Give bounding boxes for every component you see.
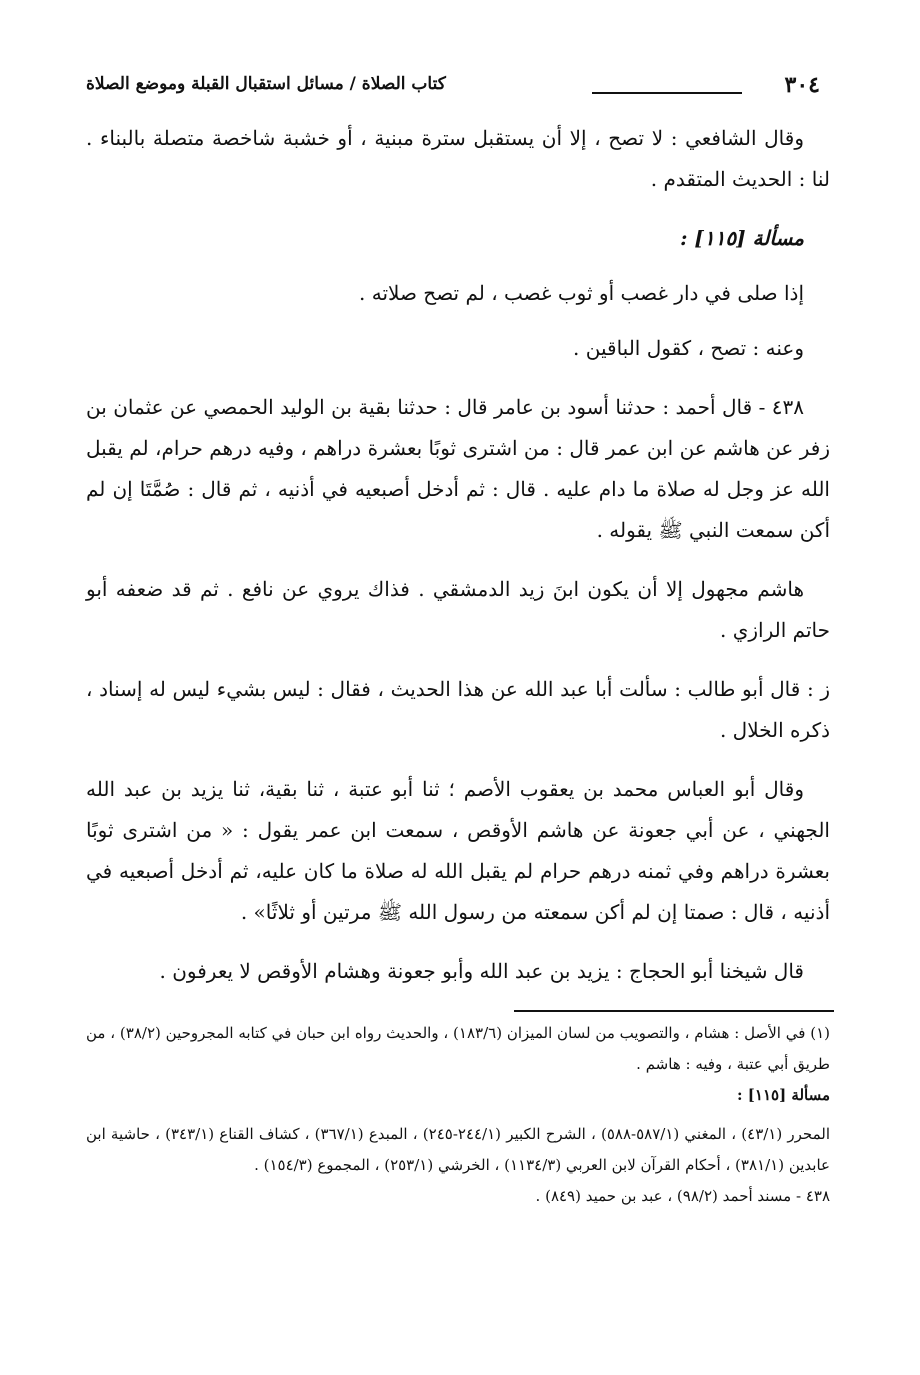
footnote-separator — [514, 1010, 834, 1012]
paragraph-hashim: هاشم مجهول إلا أن يكون ابنَ زيد الدمشقي . فذاك يروي عن نافع . ثم قد ضعفه أبو حاتم الرازي . — [86, 577, 830, 642]
paragraph-shafii: وقال الشافعي : لا تصح ، إلا أن يستقبل سترة مبنية ، أو خشبة شاخصة متصلة بالبناء . لنا : الحديث المتقدم . — [86, 126, 830, 191]
page-header — [86, 70, 820, 114]
main-text — [86, 118, 830, 1006]
footnote-issue-heading: مسألة [١١٥] : — [737, 1086, 830, 1104]
running-title: كتاب الصلاة / مسائل استقبال القبلة وموضع الصلاة — [86, 74, 446, 94]
paragraph-abu-talib: ز : قال أبو طالب : سألت أبا عبد الله عن هذا الحديث ، فقال : ليس بشيء ليس له إسناد ، ذكره الخلال . — [86, 677, 830, 742]
paragraph-abu-al-abbas: وقال أبو العباس محمد بن يعقوب الأصم ؛ ثنا أبو عتبة ، ثنا بقية، ثنا يزيد بن عبد الله الجهني ، عن أبي جعونة عن هاشم الأوقص ، سمعت ابن عمر يقول : « من اشترى ثوبًا بعشرة دراهم وفي ثمنه درهم حرام لم يقبل الله له صلاة ما كان عليه، ثم أدخل أصبعيه في أذنيه ، قال : صمتا إن لم أكن سمعته من رسول الله ﷺ مرتين أو ثلاثًا» . — [86, 777, 830, 924]
paragraph-abu-al-hajjaj: قال شيخنا أبو الحجاج : يزيد بن عبد الله وأبو جعونة وهشام الأوقص لا يعرفون . — [159, 959, 804, 983]
footnotes — [86, 1018, 830, 1212]
footnote-438: ٤٣٨ - مسند أحمد (٩٨/٢) ، عبد بن حميد (٨٤٩) . — [535, 1187, 830, 1205]
footnote-1: (١) في الأصل : هشام ، والتصويب من لسان الميزان (١٨٣/٦) ، والحديث رواه ابن حبان في كتابه المجروحين (٣٨/٢) ، من طريق أبي عتبة ، وفيه : هاشم . — [86, 1024, 831, 1073]
paragraph-alternative: وعنه : تصح ، كقول الباقين . — [573, 336, 804, 360]
page-number: ٣٠٤ — [784, 72, 820, 98]
footnote-references: المحرر (٤٣/١) ، المغني (٥٨٧/١-٥٨٨) ، الشرح الكبير (٢٤٤/١-٢٤٥) ، المبدع (٣٦٧/١) ، كشاف القناع (٣٤٣/١) ، حاشية ابن عابدين (٣٨١/١) ، أحكام القرآن لابن العربي (١١٣٤/٣) ، الخرشي (٢٥٣/١) ، المجموع (١٥٤/٣) . — [86, 1125, 831, 1174]
issue-heading: مسألة [١١٥] : — [680, 226, 804, 250]
header-rule — [592, 92, 742, 94]
paragraph-ruling: إذا صلى في دار غصب أو ثوب غصب ، لم تصح صلاته . — [359, 281, 804, 305]
paragraph-hadith-438: ٤٣٨ - قال أحمد : حدثنا أسود بن عامر قال : حدثنا بقية بن الوليد الحمصي عن عثمان بن زفر عن هاشم عن ابن عمر قال : من اشترى ثوبًا بعشرة دراهم ، وفيه درهم حرام، لم يقبل الله عز وجل له صلاة ما دام عليه . قال : ثم أدخل أصبعيه في أذنيه ، ثم قال : صُمَّتَا إن لم أكن سمعت النبي ﷺ يقوله . — [86, 395, 831, 542]
